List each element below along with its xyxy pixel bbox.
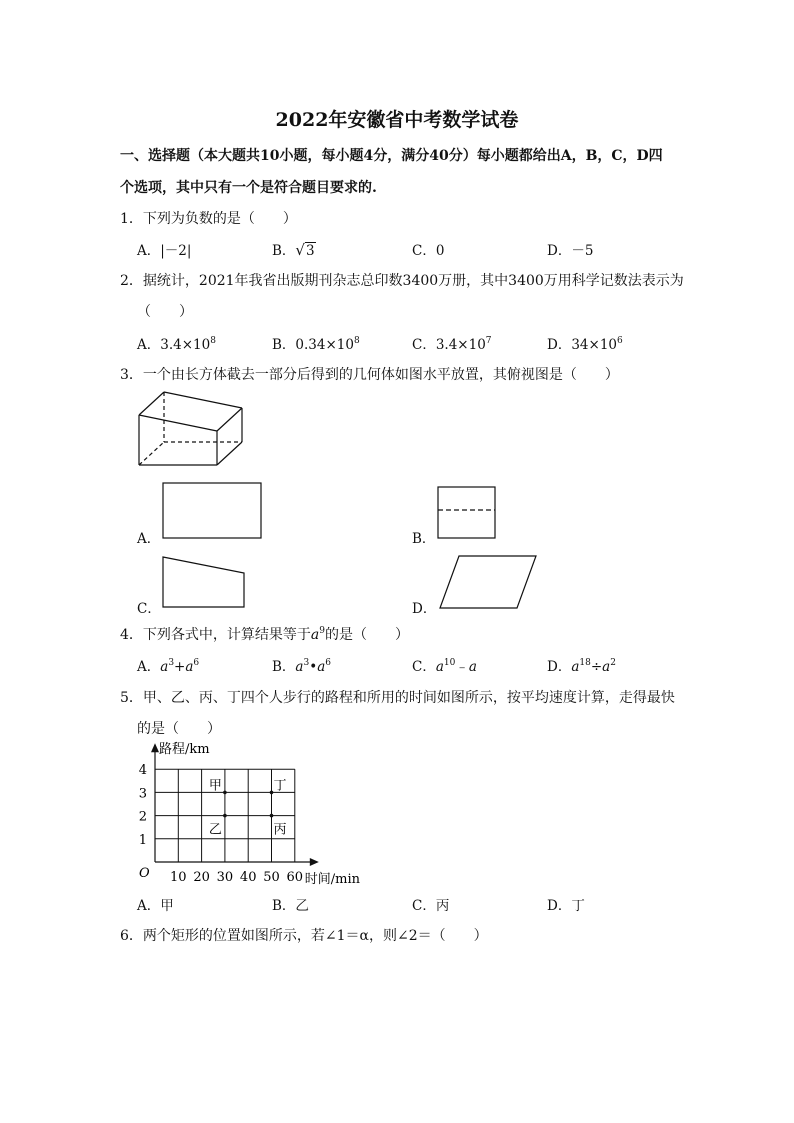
q4-b-var1: a bbox=[295, 659, 304, 675]
y-tick-label: 2 bbox=[138, 809, 147, 825]
x-tick-label: 60 bbox=[286, 870, 304, 885]
q4-b-exp2: 6 bbox=[325, 658, 331, 668]
q1-stem: 1．下列为负数的是（ ） bbox=[120, 211, 297, 227]
q2-option-a-exp: 8 bbox=[210, 336, 216, 346]
section-heading-line2: 个选项，其中只有一个是符合题目要求的. bbox=[120, 180, 377, 196]
x-tick-label: 30 bbox=[216, 870, 234, 885]
x-axis-arrow bbox=[310, 858, 319, 866]
chart-axes bbox=[151, 743, 319, 866]
data-point-丙 bbox=[270, 814, 274, 818]
q4-c-exp1: 10 bbox=[443, 658, 456, 668]
q4-c-var2: a bbox=[468, 659, 477, 675]
origin-label: O bbox=[139, 866, 150, 881]
sqrt-symbol: √ bbox=[295, 241, 305, 259]
q4-option-c-label: C． bbox=[412, 659, 436, 675]
q2-option-b-base: B．0.34×10 bbox=[272, 337, 354, 353]
q4-c-var1: a bbox=[435, 659, 444, 675]
q5-stem-line2: 的是（ ） bbox=[137, 721, 221, 737]
q4-a-exp1: 3 bbox=[168, 658, 175, 668]
point-label: 丁 bbox=[273, 778, 287, 794]
q3-stem: 3．一个由长方体截去一部分后得到的几何体如图水平放置，其俯视图是（ ） bbox=[120, 367, 619, 383]
data-point-甲 bbox=[223, 791, 227, 795]
point-label: 乙 bbox=[208, 822, 222, 838]
q4-stem-var: a bbox=[310, 627, 320, 643]
y-tick-label: 3 bbox=[138, 786, 147, 802]
q3-option-c-label: C． bbox=[137, 601, 161, 617]
q2-option-c-base: C．3.4×10 bbox=[412, 337, 486, 353]
q3-option-d-label: D． bbox=[412, 601, 437, 617]
q4-a-var1: a bbox=[160, 659, 169, 675]
q4-d-exp1: 18 bbox=[579, 658, 591, 668]
x-axis-label: 时间/min bbox=[304, 872, 361, 887]
q4-option-a-label: A． bbox=[137, 659, 161, 675]
q3-option-b-label: B． bbox=[412, 531, 436, 547]
q4-option-b-label: B． bbox=[272, 659, 296, 675]
q4-a-op: + bbox=[174, 659, 186, 675]
q2-stem-line2: （ ） bbox=[137, 304, 193, 320]
q2-option-c-exp: 7 bbox=[485, 336, 492, 346]
q4-d-op: ÷ bbox=[590, 659, 603, 675]
q1-option-a: A．|－2| bbox=[137, 243, 192, 259]
q4-stem-pre: 4．下列各式中，计算结果等于 bbox=[120, 627, 311, 643]
q4-stem-post: 的是（ ） bbox=[325, 627, 410, 643]
data-point-乙 bbox=[223, 814, 227, 818]
x-tick-label: 50 bbox=[263, 870, 280, 885]
q4-a-var2: a bbox=[185, 659, 194, 675]
y-axis-label: 路程/km bbox=[159, 742, 210, 758]
q5-stem-line1: 5．甲、乙、丙、丁四个人步行的路程和所用的时间如图所示，按平均速度计算，走得最快 bbox=[120, 690, 675, 706]
q4-b-op: • bbox=[309, 659, 318, 675]
q2-option-a-base: A．3.4×10 bbox=[137, 337, 211, 353]
q3-option-a-label: A． bbox=[137, 531, 161, 547]
section-heading-line1: 一、选择题（本大题共10小题，每小题4分，满分40分）每小题都给出A，B，C，D四 bbox=[120, 148, 663, 164]
q4-d-var2: a bbox=[602, 659, 611, 675]
x-tick-label: 10 bbox=[170, 870, 187, 885]
q2-stem-line1: 2．据统计，2021年我省出版期刊杂志总印数3400万册，其中3400万用科学记数法表示为 bbox=[120, 273, 684, 289]
y-tick-label: 1 bbox=[138, 832, 147, 848]
point-label: 甲 bbox=[208, 778, 222, 794]
q4-stem-exp: 9 bbox=[319, 626, 326, 636]
q1-option-c: C．0 bbox=[412, 243, 445, 259]
q5-option-c: C．丙 bbox=[412, 898, 450, 914]
q2-option-d-base: D．34×10 bbox=[547, 337, 617, 353]
q4-d-exp2: 2 bbox=[610, 658, 616, 668]
q2-option-d-exp: 6 bbox=[617, 336, 623, 346]
q6-stem: 6．两个矩形的位置如图所示，若∠1＝α，则∠2＝（ ） bbox=[120, 928, 488, 944]
q2-option-b-exp: 8 bbox=[353, 336, 360, 346]
q5-option-d: D．丁 bbox=[547, 898, 585, 914]
q1-option-d: D．－5 bbox=[547, 243, 594, 259]
q5-option-b: B．乙 bbox=[272, 898, 309, 914]
q4-b-var2: a bbox=[317, 659, 326, 675]
q5-option-a: A．甲 bbox=[137, 898, 174, 914]
y-tick-label: 4 bbox=[138, 763, 147, 779]
q4-option-d-label: D． bbox=[547, 659, 572, 675]
y-axis-arrow bbox=[151, 743, 159, 752]
q1-option-b-radicand: 3 bbox=[305, 243, 315, 259]
q4-c-op: ﹣ bbox=[455, 659, 469, 675]
point-label: 丙 bbox=[273, 822, 287, 838]
x-tick-label: 20 bbox=[193, 870, 210, 885]
q4-d-var1: a bbox=[571, 659, 580, 675]
q4-a-exp2: 6 bbox=[193, 658, 200, 668]
page-title: 2022年安徽省中考数学试卷 bbox=[275, 109, 519, 131]
q4-b-exp1: 3 bbox=[303, 658, 310, 668]
chart-labels bbox=[139, 742, 361, 887]
q1-option-b-label: B． bbox=[272, 243, 296, 259]
x-tick-label: 40 bbox=[239, 870, 257, 885]
